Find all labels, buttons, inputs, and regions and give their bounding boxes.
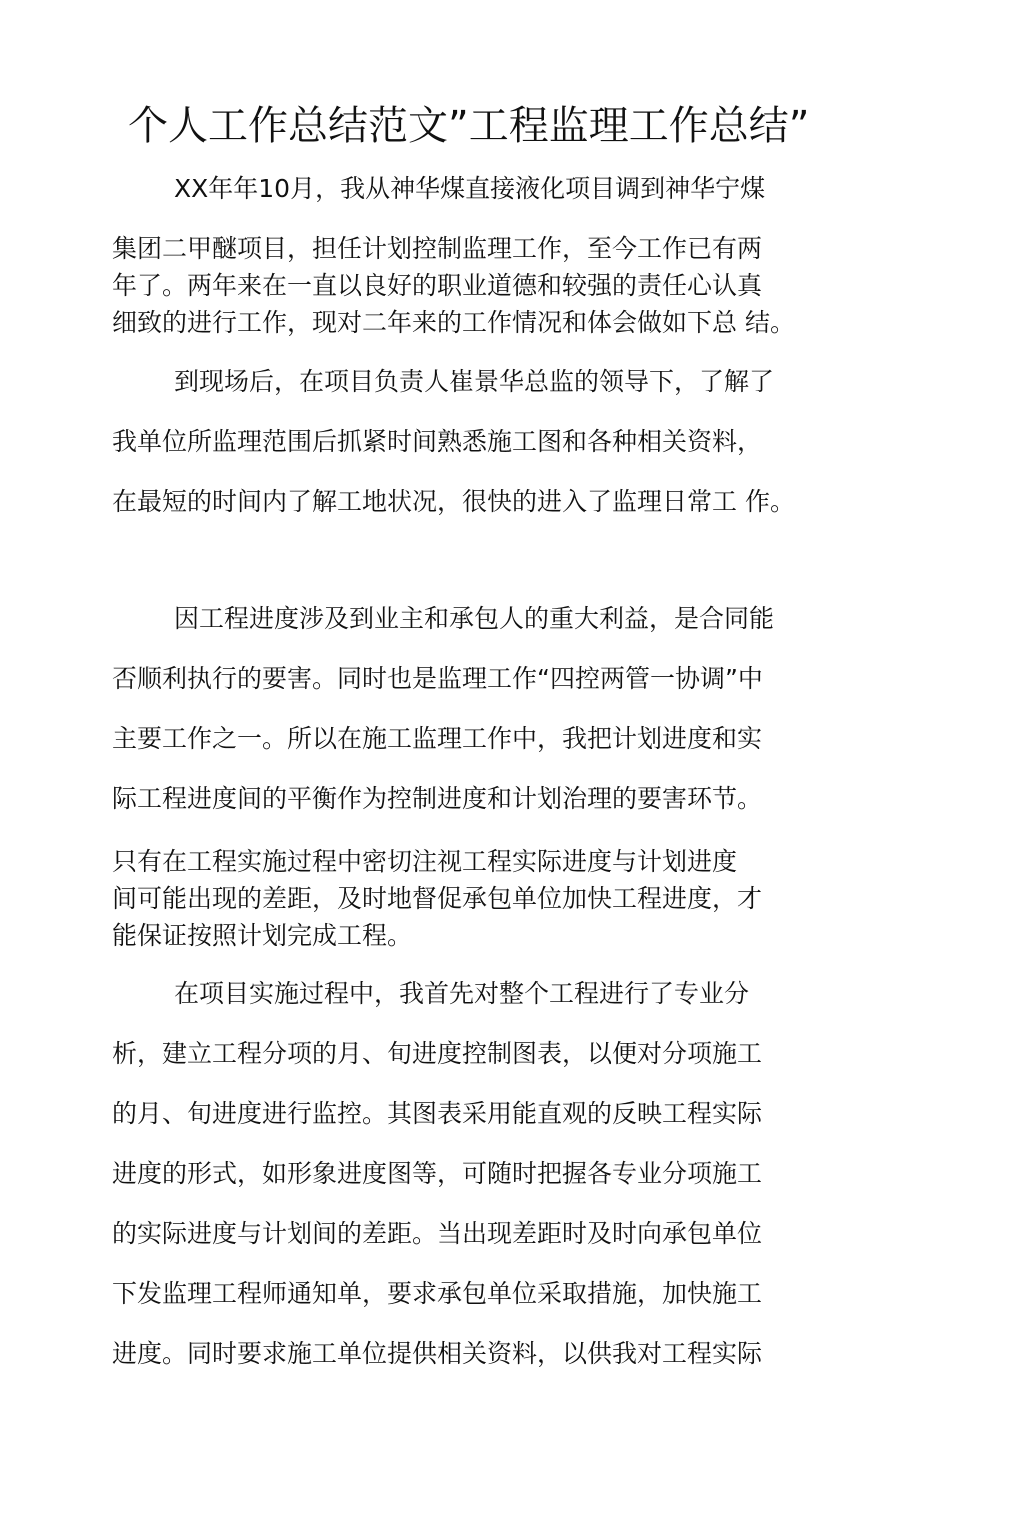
paragraph-line: 主要工作之一。所以在施工监理工作中，我把计划进度和实 [112,724,763,753]
paragraph-line: 进度。同时要求施工单位提供相关资料，以供我对工程实际 [112,1339,763,1368]
paragraph-line: 我单位所监理范围后抓紧时间熟悉施工图和各种相关资料， [112,427,763,456]
paragraph-line: 析，建立工程分项的月、旬进度控制图表，以便对分项施工 [112,1039,763,1068]
paragraph-line: 年了。两年来在一直以良好的职业道德和较强的责任心认真 [112,271,763,300]
paragraph-line: 进度的形式，如形象进度图等，可随时把握各专业分项施工 [112,1159,763,1188]
paragraph-line: 在项目实施过程中，我首先对整个工程进行了专业分 [174,979,750,1008]
paragraph-line: 的实际进度与计划间的差距。当出现差距时及时向承包单位 [112,1219,763,1248]
paragraph-line: 的月、旬进度进行监控。其图表采用能直观的反映工程实际 [112,1099,763,1128]
paragraph-line: 下发监理工程师通知单，要求承包单位采取措施，加快施工 [112,1279,763,1308]
paragraph-line: 在最短的时间内了解工地状况，很快的进入了监理日常工 作。 [112,487,795,516]
paragraph-line: 集团二甲醚项目，担任计划控制监理工作，至今工作已有两 [112,234,763,263]
paragraph-line: 细致的进行工作，现对二年来的工作情况和体会做如下总 结。 [112,308,795,337]
paragraph-line: 到现场后，在项目负责人崔景华总监的领导下，了解了 [174,367,775,396]
paragraph-line: 否顺利执行的要害。同时也是监理工作“四控两管一协调”中 [112,664,763,693]
paragraph-line: XX年年10月，我从神华煤直接液化项目调到神华宁煤 [174,174,766,203]
paragraph-line: 因工程进度涉及到业主和承包人的重大利益，是合同能 [174,604,775,633]
paragraph-line: 能保证按照计划完成工程。 [112,921,413,950]
paragraph-line: 只有在工程实施过程中密切注视工程实际进度与计划进度 [112,847,738,876]
paragraph-line: 间可能出现的差距，及时地督促承包单位加快工程进度，才 [112,884,763,913]
document-title: 个人工作总结范文”工程监理工作总结” [128,103,810,149]
paragraph-line: 际工程进度间的平衡作为控制进度和计划治理的要害环节。 [112,784,763,813]
